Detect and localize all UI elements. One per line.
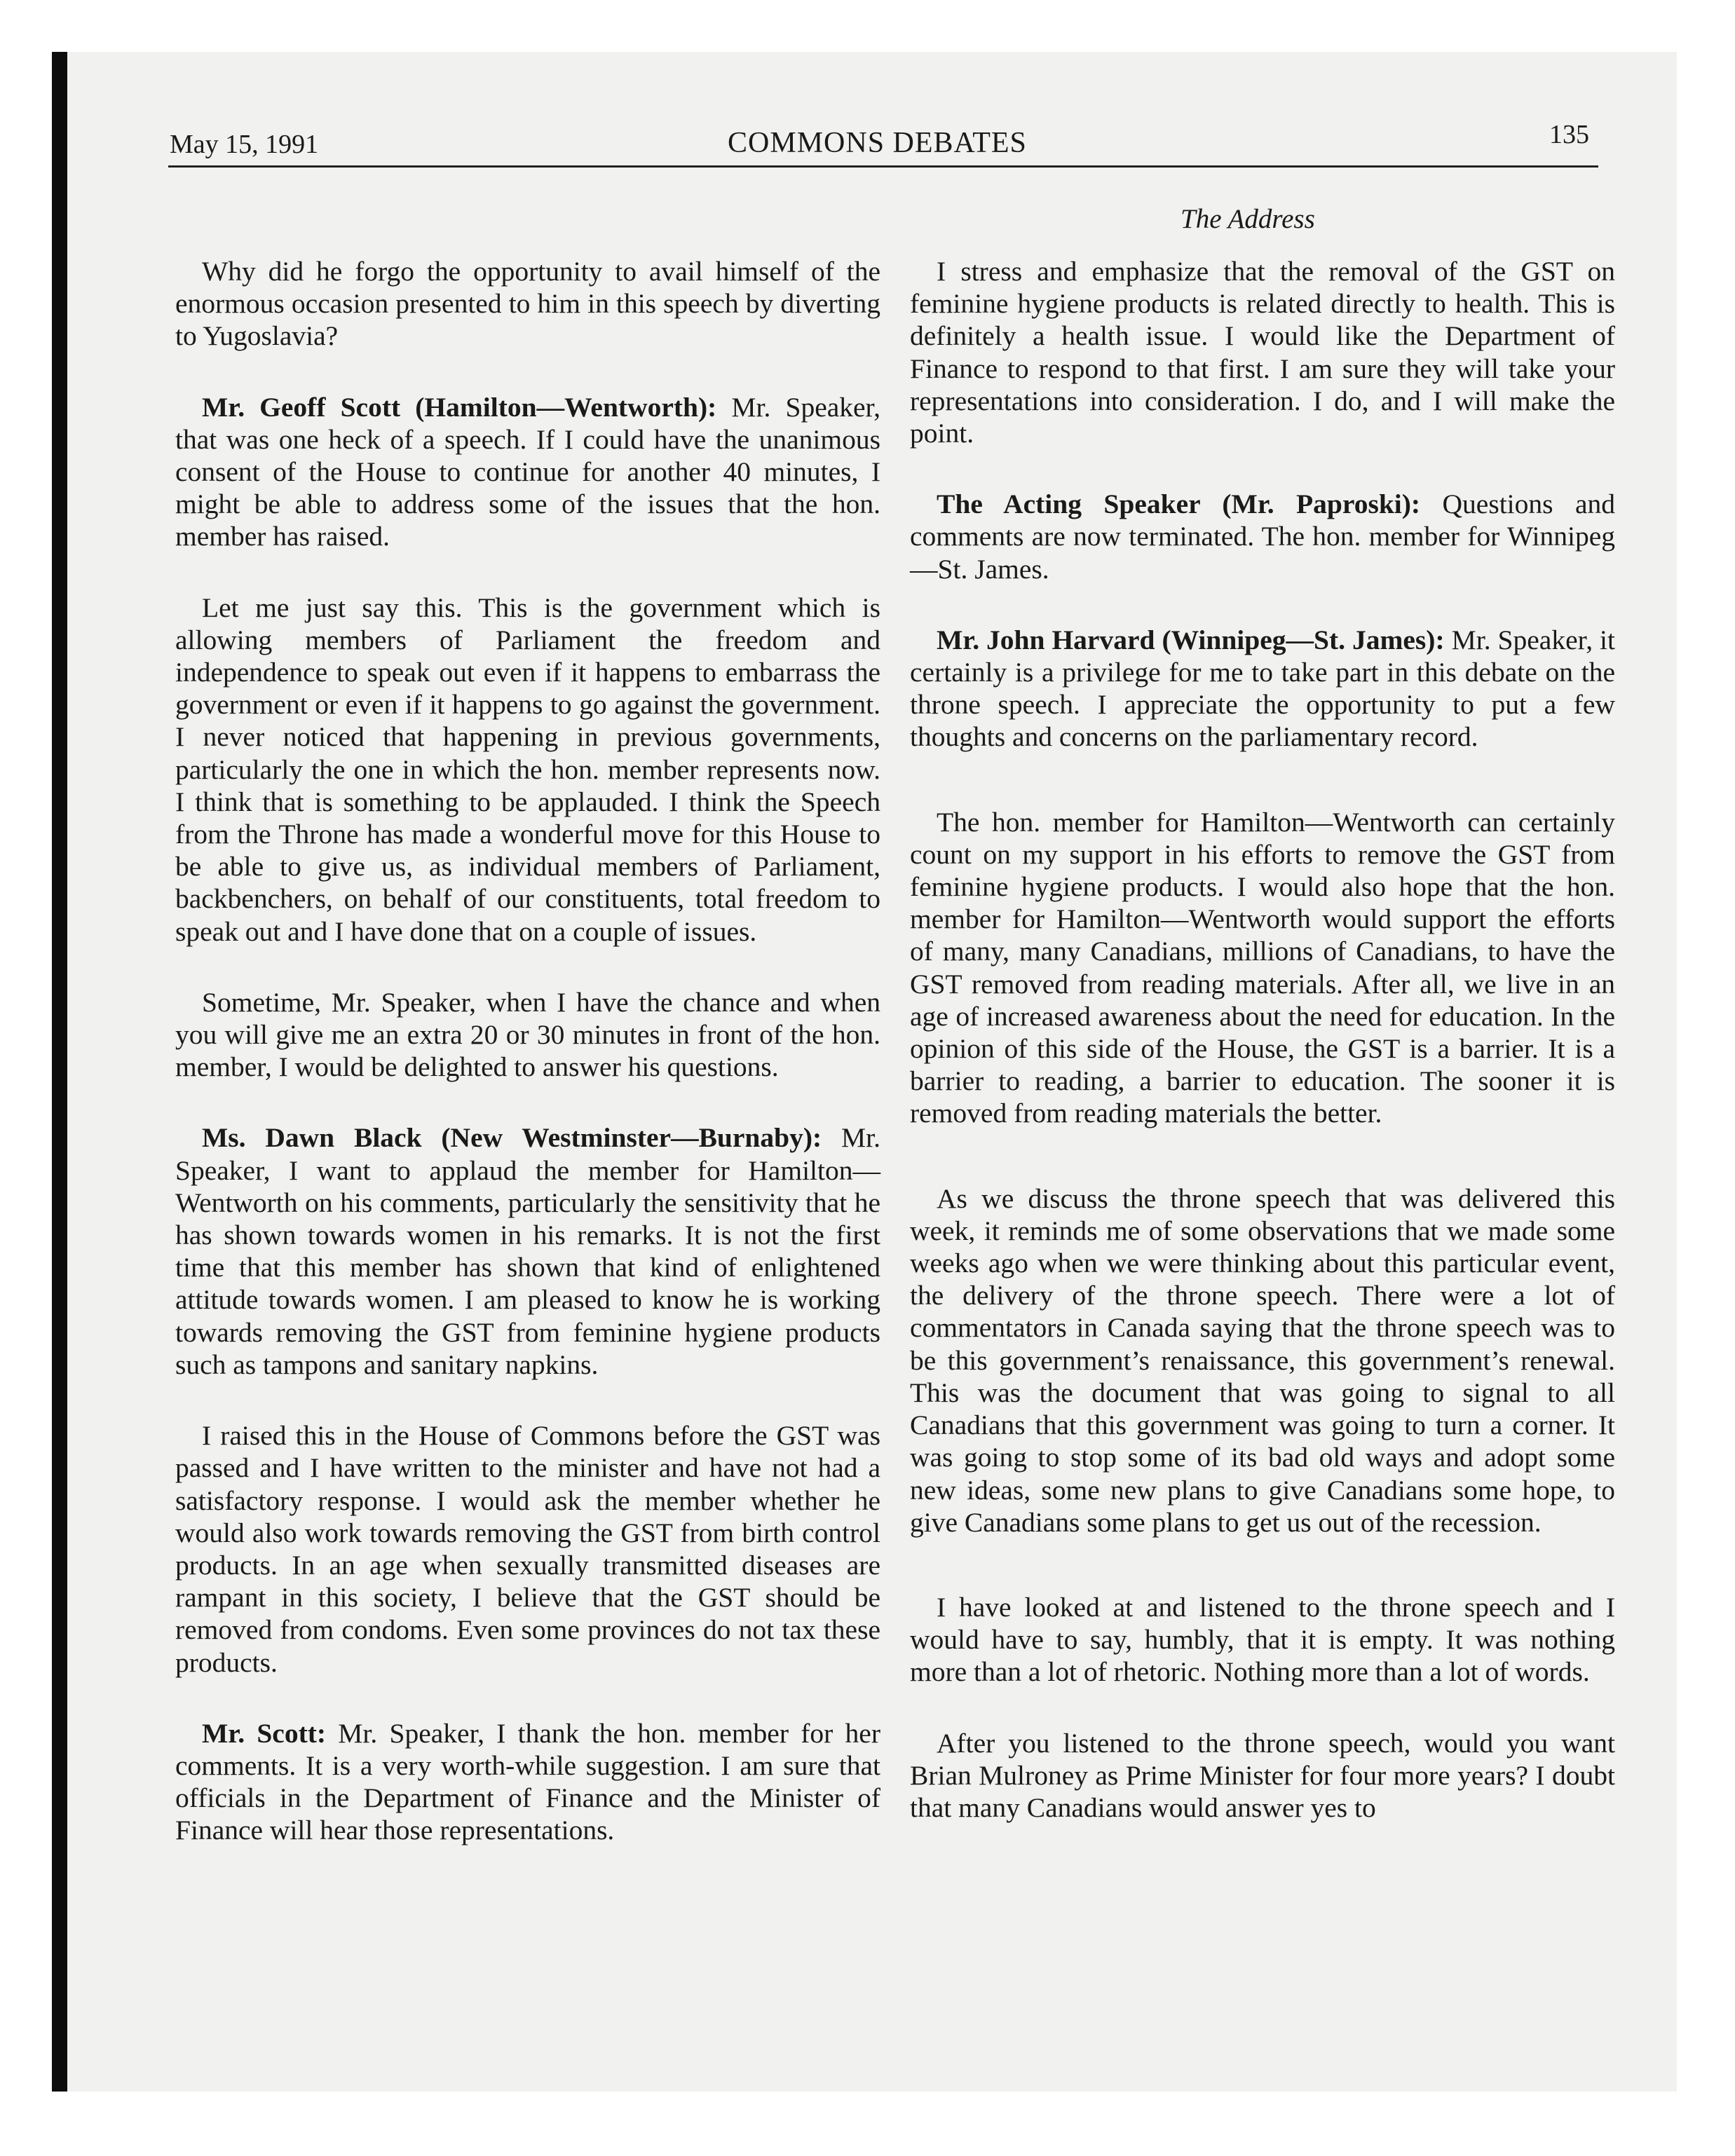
paragraph-text: Mr. Speaker, I want to applaud the member for Hamilton—Wentworth on his comments, particularly the sensitivity that he has shown towards women in his remarks. It is not the first time that this member has shown that kind of enlightened attitude towards women. I am pleased to know he is working towards removing the GST from feminine hygiene products such as tampons and sanitary napkins. <box>175 1122 880 1380</box>
paragraph-text: Mr. Speaker, that was one heck of a speech. If I could have the unanimous consent of the House to continue for another 40 minutes, I might be able to address some of the issues that the hon. member has raised. <box>175 391 881 552</box>
speaker-name: Mr. Scott: <box>202 1717 327 1749</box>
paragraph <box>910 1182 1615 1538</box>
scan-binding-edge <box>52 52 67 2092</box>
paragraph <box>175 1121 880 1381</box>
paragraph-text: I raised this in the House of Commons before the GST was passed and I have written to the minister and have not had a satisfactory response. I would ask the member whether he would also work towards removing the GST from birth control products. In an age when sexually transmitted diseases are rampant in this society, I believe that the GST should be removed from condoms. Even some provinces do not tax these products. <box>175 1420 880 1678</box>
paragraph-text: As we discuss the throne speech that was delivered this week, it reminds me of some observations that we made some weeks ago when we were thinking about this particular event, the delivery of the throne speech. There were a lot of commentators in Canada saying that the throne speech was to be this government’s renaissance, this government’s renewal. This was the document that was going to signal to all Canadians that this government was going to turn a corner. It was going to stop some of its bad old ways and adopt some new ideas, some new plans to give Canadians some hope, to give Canadians some plans to get us out of the recession. <box>910 1182 1615 1538</box>
header-title: COMMONS DEBATES <box>728 127 1027 159</box>
paragraph-text: Sometime, Mr. Speaker, when I have the chance and when you will give me an extra 20 or 30 minutes in front of the hon. member, I would be delighted to answer his questions. <box>175 986 880 1083</box>
paragraph-text: I stress and emphasize that the removal of the GST on feminine hygiene products is related directly to health. This is definitely a health issue. I would like the Department of Finance to respond to that first. I am sure they will take your representations into consideration. I do, and I will make the point. <box>910 256 1615 449</box>
paragraph <box>175 391 880 553</box>
paragraph-text: I have looked at and listened to the throne speech and I would have to say, humbly, that it is empty. It was nothing more than a lot of rhetoric. Nothing more than a lot of words. <box>910 1591 1615 1688</box>
paragraph <box>175 255 880 353</box>
speaker-name: Ms. Dawn Black (New Westminster—Burnaby): <box>202 1122 822 1154</box>
paragraph-text: Questions and comments are now terminated. The hon. member for Winnipeg—St. James. <box>910 489 1615 585</box>
paragraph <box>910 624 1615 753</box>
left-column <box>175 255 880 1847</box>
header-rule <box>168 165 1598 168</box>
paragraph <box>910 255 1615 449</box>
paragraph-text: Mr. Speaker, it certainly is a privilege for me to take part in this debate on the throne speech. I appreciate the opportunity to put a few thoughts and concerns on the parliamentary record. <box>910 624 1615 753</box>
header-date: May 15, 1991 <box>170 130 319 159</box>
paragraph-text: Let me just say this. This is the government which is allowing members of Parliament the freedom and independence to speak out even if it happens to embarrass the government or even if it happens to go against the government. I never noticed that happening in previous governments, particularly the one in which the hon. member represents now. I think that is something to be applauded. I think the Speech from the Throne has made a wonderful move for this House to be able to give us, as individual members of Parliament, backbenchers, on behalf of our constituents, total freedom to speak out and I have done that on a couple of issues. <box>175 592 880 947</box>
right-column <box>910 255 1615 1824</box>
page-number: 135 <box>1549 120 1589 149</box>
speaker-name: Mr. Geoff Scott (Hamilton—Wentworth): <box>202 391 717 423</box>
paragraph <box>175 1717 880 1847</box>
paragraph-text: After you listened to the throne speech, would you want Brian Mulroney as Prime Minister for four more years? I doubt that many Canadians would answer yes to <box>910 1727 1615 1823</box>
paragraph <box>175 1419 880 1679</box>
paragraph-text: The hon. member for Hamilton—Wentworth can certainly count on my support in his efforts to remove the GST from feminine hygiene products. I would also hope that the hon. member for Hamilton—Wentworth would support the efforts of many, many Canadians, millions of Canadians, to have the GST removed from reading materials. After all, we live in an age of increased awareness about the need for education. In the opinion of this side of the House, the GST is a barrier. It is a barrier to reading, a barrier to education. The sooner it is removed from reading materials the better. <box>910 806 1615 1129</box>
paragraph <box>910 806 1615 1130</box>
section-title: The Address <box>1181 204 1315 234</box>
paragraph <box>175 592 880 948</box>
paragraph <box>910 1727 1615 1824</box>
paragraph <box>910 488 1615 585</box>
paragraph <box>175 986 880 1084</box>
paragraph-text: Mr. Speaker, I thank the hon. member for her comments. It is a very worth-while suggestion. I am sure that officials in the Department of Finance and the Minister of Finance will hear those representations. <box>175 1717 880 1846</box>
speaker-name: Mr. John Harvard (Winnipeg—St. James): <box>937 624 1445 655</box>
speaker-name: The Acting Speaker (Mr. Paproski): <box>937 489 1421 520</box>
paragraph <box>910 1591 1615 1688</box>
paragraph-text: Why did he forgo the opportunity to avail himself of the enormous occasion presented to him in this speech by diverting to Yugoslavia? <box>175 256 880 352</box>
